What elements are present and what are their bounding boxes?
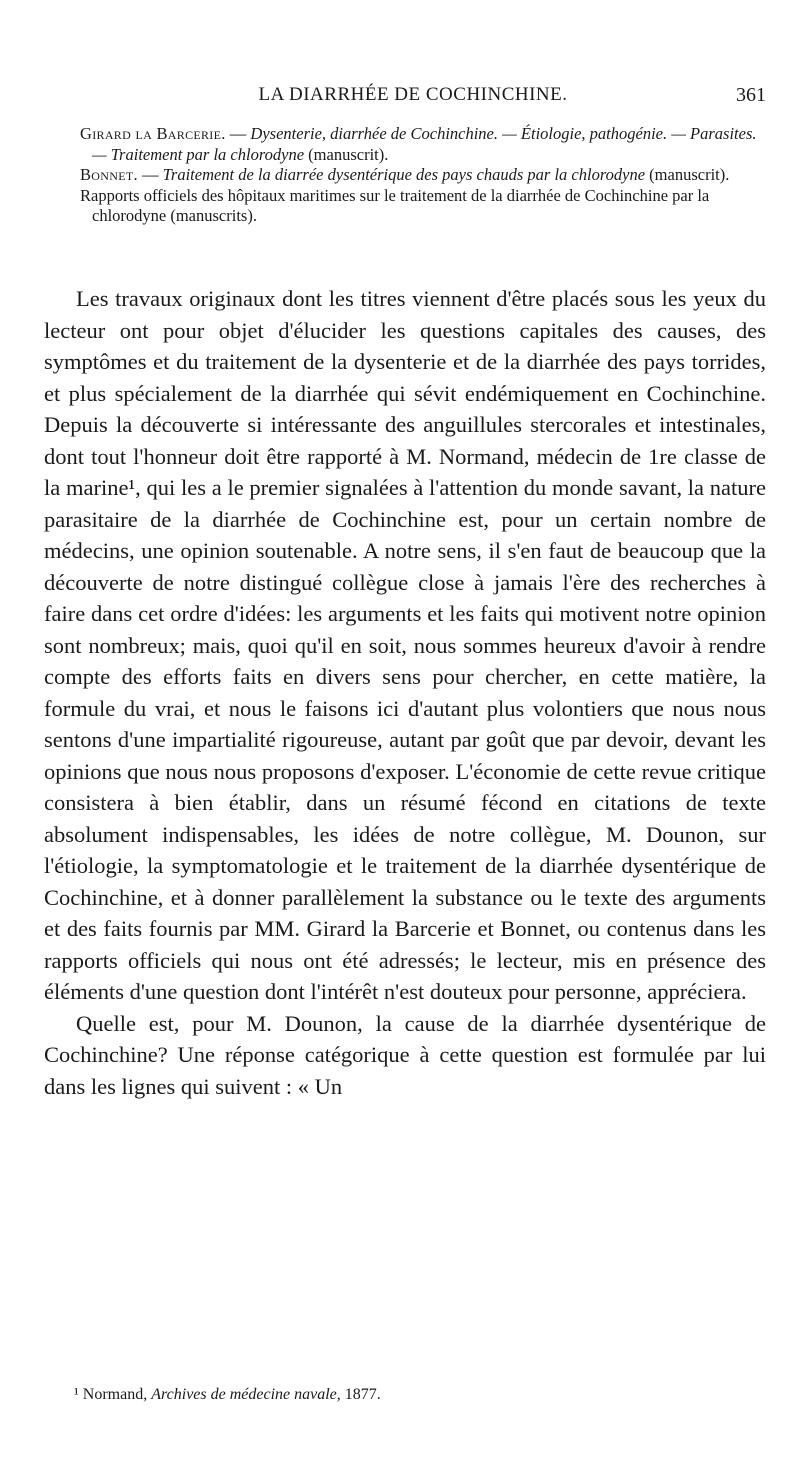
footnote-year: 1877.	[344, 1386, 381, 1403]
footnote-title: Archives de médecine navale,	[151, 1386, 341, 1403]
reference-author: Bonnet.	[80, 165, 138, 185]
reference-list	[44, 124, 768, 227]
body-text	[44, 283, 766, 1102]
reference-note: Rapports officiels des hôpitaux maritimes sur le traitement de la diarrhée de Cochinchine par la chlorodyne (manuscrits).	[80, 185, 710, 226]
page-number: 361	[736, 84, 766, 106]
reference-title: Traitement de la diarrée dysentérique des pays chauds par la chlorodyne	[162, 165, 646, 185]
reference-author: Girard la Barcerie.	[80, 124, 226, 143]
reference-title: Dysenterie, diarrhée de Cochinchine. — Étiologie, pathogénie. — Parasites. — Traitement par la chlorodyne	[92, 124, 757, 164]
reference-item: Bonnet. — Traitement de la diarrée dysentérique des pays chauds par la chlorodyne (manuscrit).	[80, 165, 730, 185]
footnote-author: Normand,	[82, 1386, 148, 1403]
reference-note: (manuscrit).	[649, 165, 730, 185]
running-title: LA DIARRHÉE DE COCHINCHINE.	[258, 84, 568, 105]
reference-note: (manuscrit).	[308, 144, 389, 164]
reference-item	[44, 186, 768, 227]
paragraph: Les travaux originaux dont les titres viennent d'être placés sous les yeux du lecteur ont pour objet d'élucider les questions capitales des causes, des symptômes et du traitement de la dysenterie et de la diarrhée des pays torrides, et plus spécialement de la diarrhée qui sévit endémiquement en Cochinchine. Depuis la découverte si intéressante des anguillules stercorales et intestinales, dont tout l'honneur doit être rapporté à M. Normand, médecin de 1re classe de la marine¹, qui les a le premier signalées à l'attention du monde savant, la nature parasitaire de la diarrhée de Cochinchine est, pour un certain nombre de médecins, une opinion soutenable. A notre sens, il s'en faut de beaucoup que la découverte de notre distingué collègue close à jamais l'ère des recherches à faire dans cet ordre d'idées: les arguments et les faits qui motivent notre opinion sont nombreux; mais, quoi qu'il en soit, nous sommes heureux d'avoir à rendre compte des efforts faits en divers sens pour chercher, en cette matière, la formule du vrai, et nous le faisons ici d'autant plus volontiers que nous nous sentons d'une impartialité rigoureuse, autant par goût que par devoir, devant les opinions que nous nous proposons d'exposer. L'économie de cette revue critique consistera à bien établir, dans un résumé fécond en citations de texte absolument indispensables, les idées de notre collègue, M. Dounon, sur l'étiologie, la symptomatologie et le traitement de la diarrhée dysentérique de Cochinchine, et à donner parallèlement la substance ou le texte des arguments et des faits fournis par MM. Girard la Barcerie et Bonnet, ou contenus dans les rapports officiels qui nous ont été adressés; le lecteur, mis en présence des éléments d'une question dont l'intérêt n'est douteux pour personne, appréciera.	[44, 286, 766, 1004]
reference-item: Girard la Barcerie. — Dysenterie, diarrhée de Cochinchine. — Étiologie, pathogénie. — Parasites. — Traitement par la chlorodyne (manuscrit).	[80, 124, 757, 164]
paragraph: Quelle est, pour M. Dounon, la cause de la diarrhée dysentérique de Cochinchine? Une réponse catégorique à cette question est formulée par lui dans les lignes qui suivent : « Un	[44, 1010, 766, 1099]
page-header	[60, 84, 766, 112]
footnote	[74, 1386, 754, 1404]
footnote-marker: ¹	[74, 1386, 79, 1403]
